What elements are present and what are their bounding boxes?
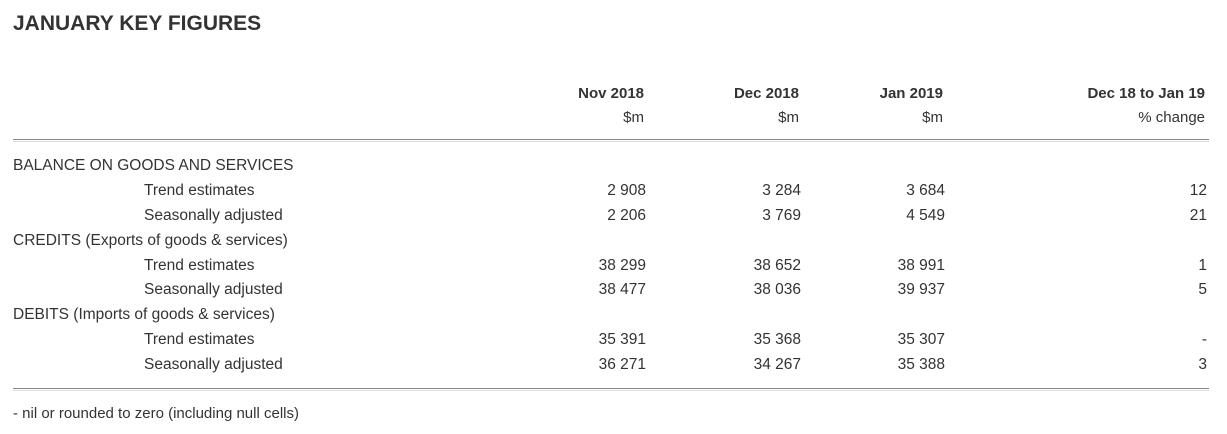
column-label: Nov 2018	[578, 85, 644, 102]
table-row	[13, 254, 1209, 279]
cell-value: 38 652	[753, 256, 801, 274]
row-label: Seasonally adjusted	[144, 206, 283, 224]
cell-value: 3 684	[906, 181, 945, 199]
cell-value: 1	[1198, 256, 1207, 274]
cell-value: 35 388	[897, 356, 945, 374]
section-heading: DEBITS (Imports of goods & services)	[13, 306, 275, 324]
column-header-percent-change	[1087, 82, 1205, 130]
table-body	[13, 154, 1209, 378]
table-header	[13, 82, 1207, 132]
cell-value: 12	[1189, 181, 1207, 199]
column-label: Dec 18 to Jan 19	[1087, 85, 1205, 102]
cell-value: 2 206	[607, 206, 646, 224]
row-label: Seasonally adjusted	[144, 356, 283, 374]
column-header-nov-2018	[578, 82, 644, 130]
section-heading-balance	[13, 154, 1209, 179]
column-label: Jan 2019	[879, 85, 943, 102]
cell-value: 35 391	[598, 331, 646, 349]
section-heading-credits	[13, 229, 1209, 254]
header-divider	[13, 139, 1209, 140]
row-label: Trend estimates	[144, 256, 255, 274]
cell-value: 39 937	[897, 281, 945, 299]
row-label: Trend estimates	[144, 181, 255, 199]
footer-divider	[13, 388, 1209, 389]
column-header-jan-2019	[880, 82, 943, 130]
cell-value: 36 271	[598, 356, 646, 374]
cell-value: 38 299	[598, 256, 646, 274]
cell-value: 3 769	[762, 206, 801, 224]
column-unit: $m	[778, 109, 799, 126]
cell-value: 34 267	[753, 356, 801, 374]
cell-value: 2 908	[607, 181, 646, 199]
table-row	[13, 328, 1209, 353]
table-row	[13, 353, 1209, 378]
cell-value: 5	[1198, 281, 1207, 299]
section-heading-debits	[13, 303, 1209, 328]
cell-value: 3 284	[762, 181, 801, 199]
table-row	[13, 179, 1209, 204]
table-row	[13, 278, 1209, 303]
cell-value: 35 307	[897, 331, 945, 349]
footnote: - nil or rounded to zero (including null cells)	[13, 405, 299, 422]
column-header-dec-2018	[734, 82, 799, 130]
row-label: Seasonally adjusted	[144, 281, 283, 299]
section-heading: BALANCE ON GOODS AND SERVICES	[13, 157, 294, 174]
cell-value: 38 991	[897, 256, 945, 274]
cell-value: -	[1201, 331, 1207, 349]
row-label: Trend estimates	[144, 331, 255, 349]
cell-value: 4 549	[906, 206, 945, 224]
page-title: JANUARY KEY FIGURES	[13, 12, 262, 35]
cell-value: 21	[1189, 206, 1207, 224]
column-unit: % change	[1138, 109, 1205, 126]
cell-value: 35 368	[753, 331, 801, 349]
cell-value: 3	[1198, 356, 1207, 374]
section-heading: CREDITS (Exports of goods & services)	[13, 231, 288, 249]
column-unit: $m	[922, 109, 943, 126]
table-row	[13, 204, 1209, 229]
column-unit: $m	[623, 109, 644, 126]
column-label: Dec 2018	[733, 85, 799, 102]
cell-value: 38 036	[753, 281, 801, 299]
cell-value: 38 477	[598, 281, 646, 299]
